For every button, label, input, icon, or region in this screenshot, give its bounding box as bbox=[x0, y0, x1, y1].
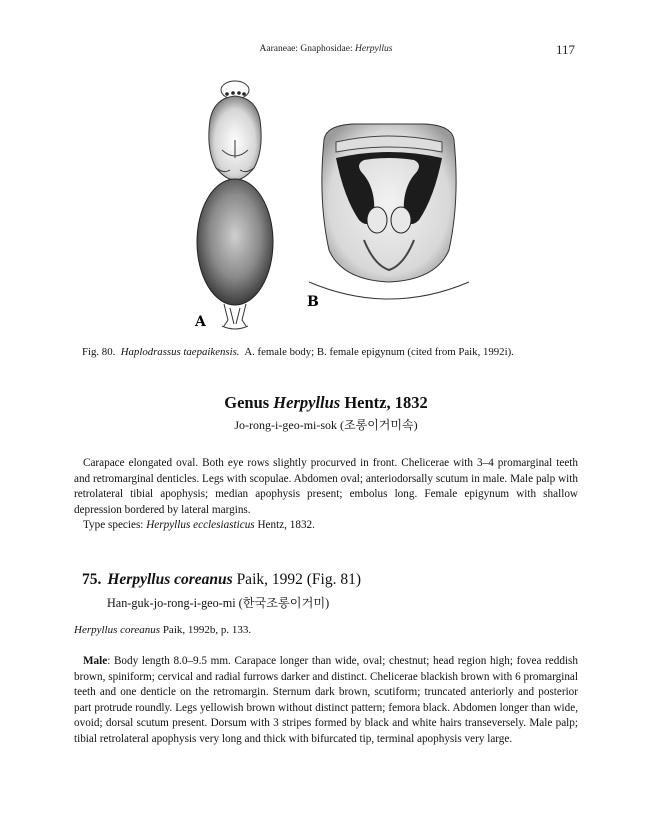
caption-species: Haplodrassus taepaikensis. bbox=[120, 346, 240, 358]
male-description-text: : Body length 8.0–9.5 mm. Carapace longer than wide, oval; chestnut; head region high; fovea reddish brown, spiniform; cervical and radial furrows darker and distinct. Chelicerae blackish brown with 6 promarginal teeth and one denticle on the retromargin. Sternum dark brown, scutiform; truncated anteriorly and posterior part protrude roundly. Legs yellowish brown without distinct pattern; femora black. Abdomen longer than wide, ovoid; dorsal scutum present. Dorsum with 3 stripes formed by black and white hairs transeversely. Male palp; tibial retrolateral apophysis very long and thick with bifurcated tip, terminal apophysis very large. bbox=[74, 655, 578, 745]
genus-description-text: Carapace elongated oval. Both eye rows slightly procurved in front. Chelicerae with 3–4 promarginal teeth and retromarginal denticles. Legs with scopulae. Abdomen oval; anteriodorsally scutum in male. Male palp with retrolateral tibial apophysis; median apophysis present; embolus long. Female epigynum with shallow depression bordered by lateral margins. bbox=[74, 457, 578, 516]
female-body-drawing bbox=[197, 81, 273, 329]
genus-romanized-name: Jo-rong-i-geo-mi-sok (조롱이거미속) bbox=[234, 418, 418, 432]
figure-label-b: B bbox=[307, 294, 319, 310]
genus-heading-author: Hentz, 1832 bbox=[340, 393, 428, 412]
figure-label-a: A bbox=[195, 314, 206, 330]
figure-80 bbox=[74, 80, 578, 338]
page-number: 117 bbox=[556, 42, 576, 57]
male-description bbox=[74, 654, 578, 748]
running-header-genus: Herpyllus bbox=[355, 44, 393, 54]
species-author: Paik, 1992 (Fig. 81) bbox=[232, 571, 361, 588]
species-romanized-name: Han-guk-jo-rong-i-geo-mi (한국조롱이거미) bbox=[107, 596, 330, 610]
species-heading bbox=[82, 571, 361, 589]
running-header bbox=[0, 44, 652, 54]
citation-name: Herpyllus coreanus bbox=[74, 624, 161, 636]
male-label: Male bbox=[83, 655, 108, 667]
species-citation bbox=[74, 624, 251, 636]
caption-number: Fig. 80. bbox=[82, 346, 116, 358]
male-description-paragraph bbox=[74, 654, 578, 748]
species-number: 75. bbox=[82, 571, 102, 588]
type-species-name: Herpyllus ecclesiasticus bbox=[146, 519, 255, 532]
figure-illustration bbox=[74, 80, 578, 338]
genus-description bbox=[74, 456, 578, 534]
type-species-author: Hentz, 1832. bbox=[254, 519, 315, 532]
citation-reference: Paik, 1992b, p. 133. bbox=[160, 624, 252, 636]
type-species-label: Type species: bbox=[83, 519, 147, 532]
species-name: Herpyllus coreanus bbox=[107, 571, 233, 588]
epigynum-drawing bbox=[309, 124, 469, 299]
genus-heading-prefix: Genus bbox=[224, 393, 274, 412]
genus-heading bbox=[0, 393, 652, 413]
genus-heading-name: Herpyllus bbox=[273, 393, 341, 412]
running-header-prefix: Aaraneae: Gnaphosidae: bbox=[259, 44, 355, 54]
figure-caption bbox=[82, 346, 582, 358]
type-species-line bbox=[74, 518, 578, 534]
caption-text: A. female body; B. female epigynum (cited from Paik, 1992i). bbox=[244, 346, 514, 358]
